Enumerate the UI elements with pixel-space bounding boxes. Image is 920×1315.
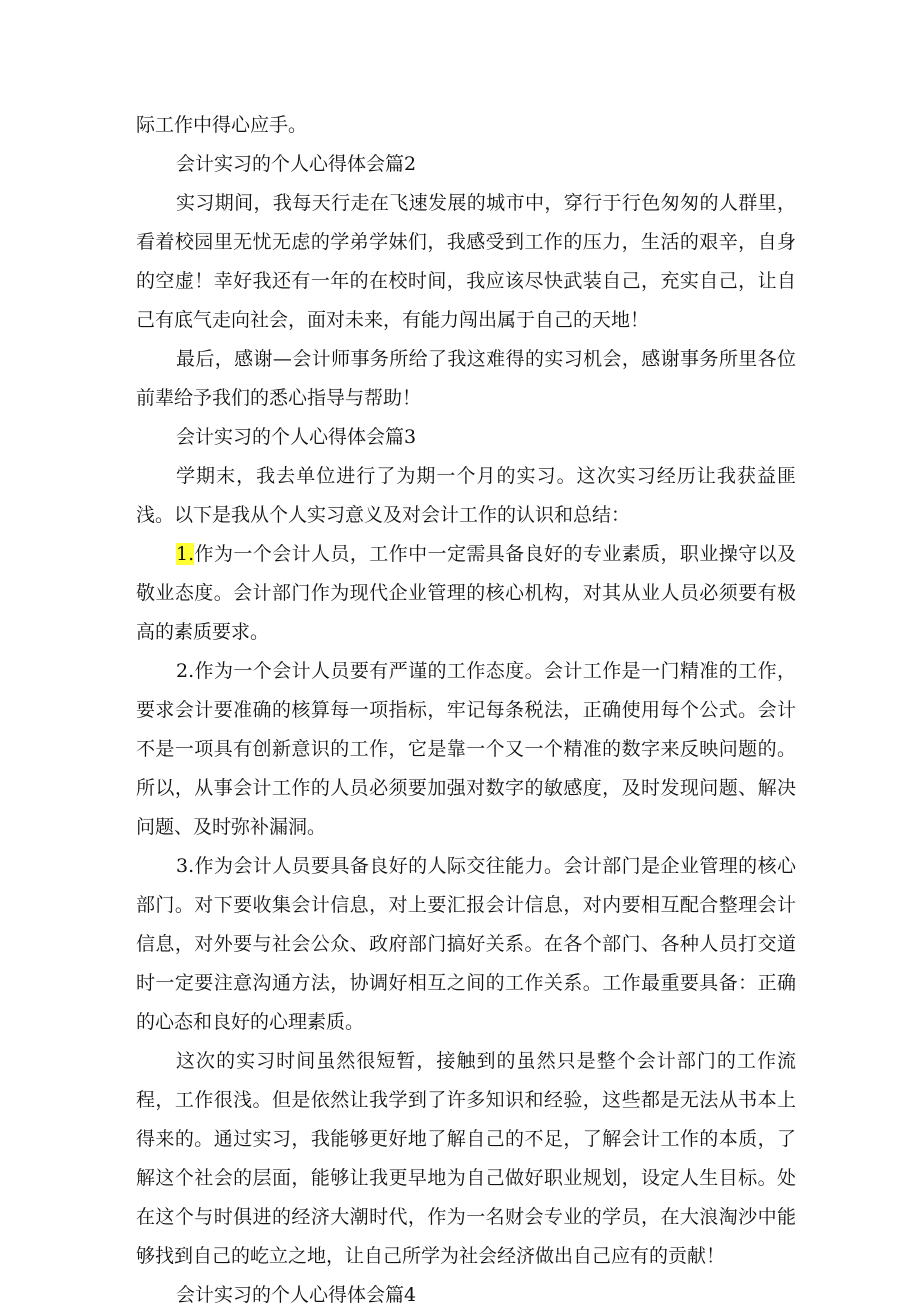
body-paragraph: 实习期间，我每天行走在飞速发展的城市中，穿行于行色匆匆的人群里，看着校园里无忧无虑的学弟学妹们，我感受到工作的压力，生活的艰辛，自身的空虚！幸好我还有一年的在校时间，我应该尽快武装自己，充实自己，让自己有底气走向社会，面对未来，有能力闯出属于自己的天地！ [136, 192, 796, 331]
document-body [136, 106, 796, 1315]
section-heading-4: 会计实习的个人心得体会篇4 [176, 1284, 417, 1306]
section-heading-3: 会计实习的个人心得体会篇3 [176, 426, 417, 448]
list-item-2: 2.作为一个会计人员要有严谨的工作态度。会计工作是一门精准的工作，要求会计要准确的核算每一项指标，牢记每条税法，正确使用每个公式。会计不是一项具有创新意识的工作，它是靠一个又一个精准的数字来反映问题的。所以，从事会计工作的人员必须要加强对数字的敏感度，及时发现问题、解决问题、及时弥补漏洞。 [136, 660, 796, 838]
list-item-1 [136, 535, 796, 652]
body-paragraph: 最后，感谢—会计师事务所给了我这难得的实习机会，感谢事务所里各位前辈给予我们的悉心指导与帮助！ [136, 348, 796, 409]
section-heading-2: 会计实习的个人心得体会篇2 [176, 153, 417, 175]
highlighted-number: 1. [176, 543, 195, 565]
continuation-paragraph: 际工作中得心应手。 [136, 114, 308, 136]
list-item-3: 3.作为会计人员要具备良好的人际交往能力。会计部门是企业管理的核心部门。对下要收集会计信息，对上要汇报会计信息，对内要相互配合整理会计信息，对外要与社会公众、政府部门搞好关系。在各个部门、各种人员打交道时一定要注意沟通方法，协调好相互之间的工作关系。工作最重要具备：正确的心态和良好的心理素质。 [136, 855, 796, 1033]
body-paragraph: 这次的实习时间虽然很短暂，接触到的虽然只是整个会计部门的工作流程，工作很浅。但是依然让我学到了许多知识和经验，这些都是无法从书本上得来的。通过实习，我能够更好地了解自己的不足，了解会计工作的本质，了解这个社会的层面，能够让我更早地为自己做好职业规划，设定人生目标。处在这个与时俱进的经济大潮时代，作为一名财会专业的学员，在大浪淘沙中能够找到自己的屹立之地，让自己所学为社会经济做出自己应有的贡献！ [136, 1050, 796, 1267]
body-paragraph: 学期末，我去单位进行了为期一个月的实习。这次实习经历让我获益匪浅。以下是我从个人实习意义及对会计工作的认识和总结： [136, 465, 796, 526]
list-item-text: 作为一个会计人员，工作中一定需具备良好的专业素质，职业操守以及敬业态度。会计部门作为现代企业管理的核心机构，对其从业人员必须要有极高的素质要求。 [136, 543, 796, 643]
